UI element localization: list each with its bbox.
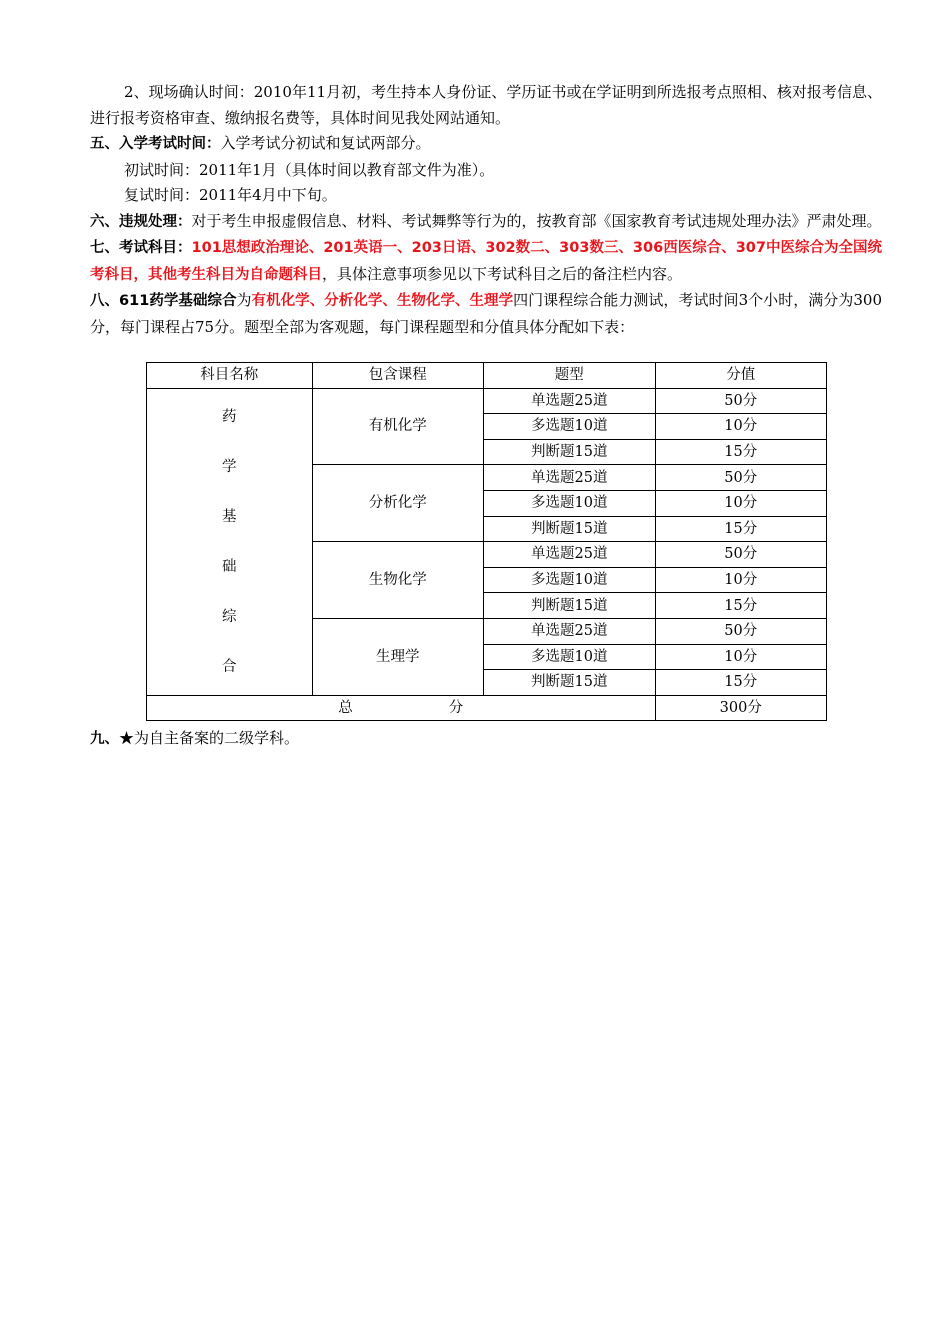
course-name-cell: 生理学 <box>312 618 483 695</box>
question-type-cell: 多选题10道 <box>484 490 656 516</box>
table-header-cell: 题型 <box>484 363 656 389</box>
question-type-cell: 单选题25道 <box>484 465 656 491</box>
section8-heading: 八、611药学基础综合 <box>90 293 237 309</box>
total-row <box>147 695 827 721</box>
initial-exam-time: 初试时间：2011年1月（具体时间以教育部文件为准）。 <box>124 160 495 179</box>
question-type-cell: 多选题10道 <box>484 414 656 440</box>
table-header-cell: 科目名称 <box>147 363 313 389</box>
section9-text: ★为自主备案的二级学科。 <box>119 729 300 747</box>
score-table <box>146 362 827 721</box>
table-header-row <box>147 363 827 389</box>
table-header-cell: 分值 <box>655 363 827 389</box>
section6-text: 对于考生申报虚假信息、材料、考试舞弊等行为的，按教育部《国家教育考试违规处理办法》严肃处理。 <box>191 211 882 230</box>
table-header-cell: 包含课程 <box>312 363 483 389</box>
total-label-char: 总 <box>338 700 353 717</box>
question-type-cell: 单选题25道 <box>484 542 656 568</box>
score-cell: 15分 <box>655 439 827 465</box>
section8-paragraph <box>90 288 882 340</box>
question-type-cell: 单选题25道 <box>484 618 656 644</box>
document-page <box>90 80 883 747</box>
question-type-cell: 多选题10道 <box>484 567 656 593</box>
score-cell: 50分 <box>655 465 827 491</box>
score-cell: 10分 <box>655 644 827 670</box>
retest-time: 复试时间：2011年4月中下旬。 <box>124 186 337 204</box>
subject-char: 学 <box>222 458 237 475</box>
total-value-cell: 300分 <box>655 695 827 721</box>
question-type-cell: 判断题15道 <box>484 670 656 696</box>
course-name-cell: 有机化学 <box>312 388 483 465</box>
section7-heading: 七、考试科目： <box>90 240 192 256</box>
subject-name-cell <box>147 388 313 695</box>
section5-paragraph <box>90 131 882 158</box>
section8-text2: 四门课程综合能力测试，考试时间3个小时，满分为300分，每门课程占75分。题型全部为客观题，每门课程题型和分值具体分配如下表： <box>90 291 882 336</box>
score-cell: 10分 <box>655 414 827 440</box>
subject-char: 基 <box>222 508 237 525</box>
section6-heading: 六、违规处理： <box>90 213 192 230</box>
question-type-cell: 判断题15道 <box>484 439 656 465</box>
subject-char: 合 <box>222 658 237 675</box>
score-cell: 10分 <box>655 490 827 516</box>
score-cell: 15分 <box>655 670 827 696</box>
section5-heading: 五、入学考试时间： <box>90 136 221 152</box>
question-type-cell: 判断题15道 <box>484 516 656 542</box>
course-name-cell: 生物化学 <box>312 542 483 619</box>
section6-paragraph <box>90 209 882 236</box>
confirm-paragraph: 2、现场确认时间：2010年11月初，考生持本人身份证、学历证书或在学证明到所选报考点照相、核对报考信息、进行报考资格审查、缴纳报名费等，具体时间见我处网站通知。 <box>90 83 882 127</box>
question-type-cell: 单选题25道 <box>484 388 656 414</box>
section7-red-text: 101思想政治理论、201英语一、203日语、302数二、303数三、306西医综合、307中医综合为全国统考科目，其他考生科目为自命题科目 <box>90 240 883 283</box>
subject-char: 综 <box>222 608 237 625</box>
question-type-cell: 判断题15道 <box>484 593 656 619</box>
total-label-cell <box>147 695 656 721</box>
score-cell: 50分 <box>655 388 827 414</box>
question-type-cell: 多选题10道 <box>484 644 656 670</box>
score-cell: 50分 <box>655 542 827 568</box>
section5-text: 入学考试分初试和复试两部分。 <box>220 134 431 152</box>
course-name-cell: 分析化学 <box>312 465 483 542</box>
score-cell: 15分 <box>655 593 827 619</box>
score-cell: 15分 <box>655 516 827 542</box>
section9-heading: 九、 <box>90 731 119 747</box>
section8-red-text: 有机化学、分析化学、生物化学、生理学 <box>251 293 514 309</box>
section9-paragraph <box>90 726 299 753</box>
section8-text1: 为 <box>236 291 252 309</box>
table-row <box>147 388 827 414</box>
subject-char: 药 <box>222 408 237 425</box>
subject-char: 础 <box>222 558 237 575</box>
section7-text: ，具体注意事项参见以下考试科目之后的备注栏内容。 <box>322 264 683 283</box>
total-label-char: 分 <box>448 700 464 717</box>
score-cell: 50分 <box>655 618 827 644</box>
score-cell: 10分 <box>655 567 827 593</box>
section7-paragraph <box>90 235 882 288</box>
